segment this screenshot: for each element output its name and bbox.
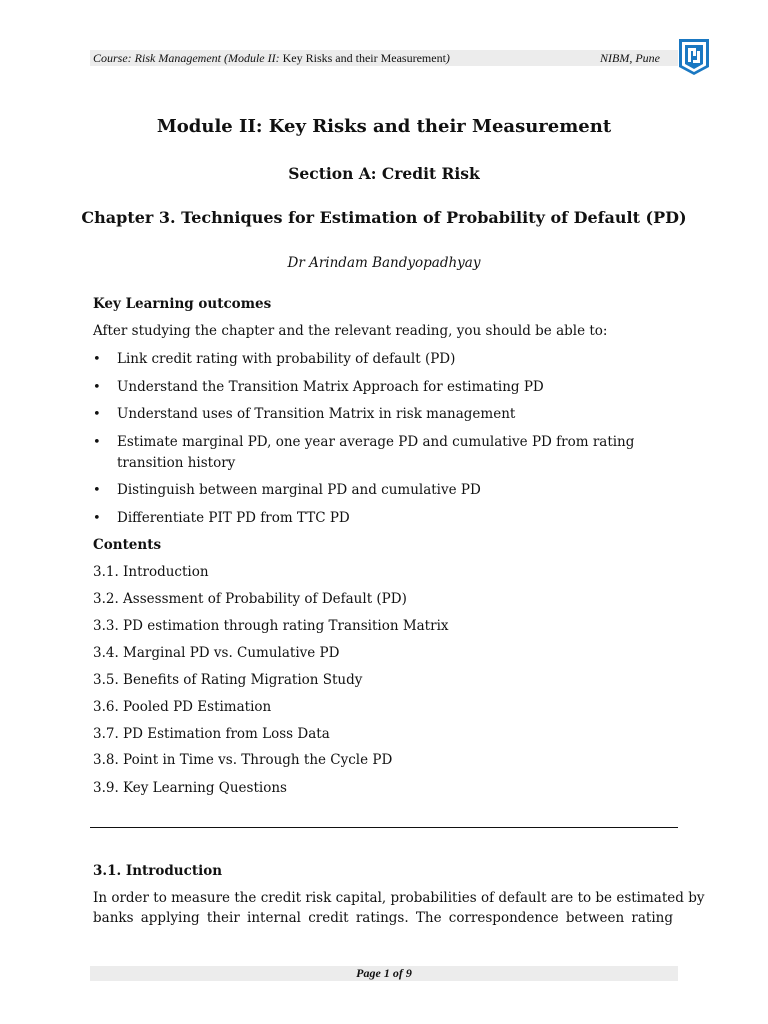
contents-item: 3.4. Marginal PD vs. Cumulative PD <box>93 645 340 661</box>
outcomes-intro: After studying the chapter and the relevant reading, you should be able to: <box>93 323 608 339</box>
contents-heading: Contents <box>93 537 162 553</box>
introduction-paragraph-line: In order to measure the credit risk capital, probabilities of default are to be estimated by <box>93 890 705 906</box>
contents-item: 3.5. Benefits of Rating Migration Study <box>93 672 363 688</box>
chapter-title: Chapter 3. Techniques for Estimation of Probability of Default (PD) <box>81 208 687 227</box>
contents-item: 3.1. Introduction <box>93 564 209 580</box>
nibm-logo <box>676 37 712 77</box>
bullet-icon: • <box>93 483 101 498</box>
introduction-paragraph-line: banks applying their internal credit ratings. The correspondence between rating <box>93 910 673 926</box>
institute-header: NIBM, Pune <box>600 51 660 65</box>
bullet-icon: • <box>93 435 101 450</box>
contents-item: 3.6. Pooled PD Estimation <box>93 699 272 715</box>
bullet-icon: • <box>93 352 101 367</box>
author-name: Dr Arindam Bandyopadhyay <box>287 255 481 271</box>
outcome-item: Link credit rating with probability of default (PD) <box>117 351 456 367</box>
outcome-item: Differentiate PIT PD from TTC PD <box>117 510 350 526</box>
outcome-item-continued: transition history <box>117 455 236 471</box>
bullet-icon: • <box>93 407 101 422</box>
section-divider <box>90 827 678 828</box>
bullet-icon: • <box>93 380 101 395</box>
page-number: Page 1 of 9 <box>356 966 412 980</box>
course-header: Course: Risk Management (Module II: Key Risks and their Measurement) <box>93 51 450 65</box>
section-title: Section A: Credit Risk <box>288 164 480 183</box>
outcomes-heading: Key Learning outcomes <box>93 296 272 312</box>
outcome-item: Distinguish between marginal PD and cumulative PD <box>117 482 481 498</box>
module-title: Module II: Key Risks and their Measurement <box>156 116 612 137</box>
contents-item: 3.9. Key Learning Questions <box>93 780 287 796</box>
outcome-item: Understand the Transition Matrix Approach for estimating PD <box>117 379 544 395</box>
contents-item: 3.8. Point in Time vs. Through the Cycle PD <box>93 752 393 768</box>
bullet-icon: • <box>93 511 101 526</box>
introduction-heading: 3.1. Introduction <box>93 863 223 879</box>
contents-item: 3.7. PD Estimation from Loss Data <box>93 726 330 742</box>
outcome-item: Estimate marginal PD, one year average PD and cumulative PD from rating <box>117 434 635 450</box>
outcome-item: Understand uses of Transition Matrix in risk management <box>117 406 516 422</box>
contents-item: 3.3. PD estimation through rating Transition Matrix <box>93 618 449 634</box>
contents-item: 3.2. Assessment of Probability of Default (PD) <box>93 591 407 607</box>
